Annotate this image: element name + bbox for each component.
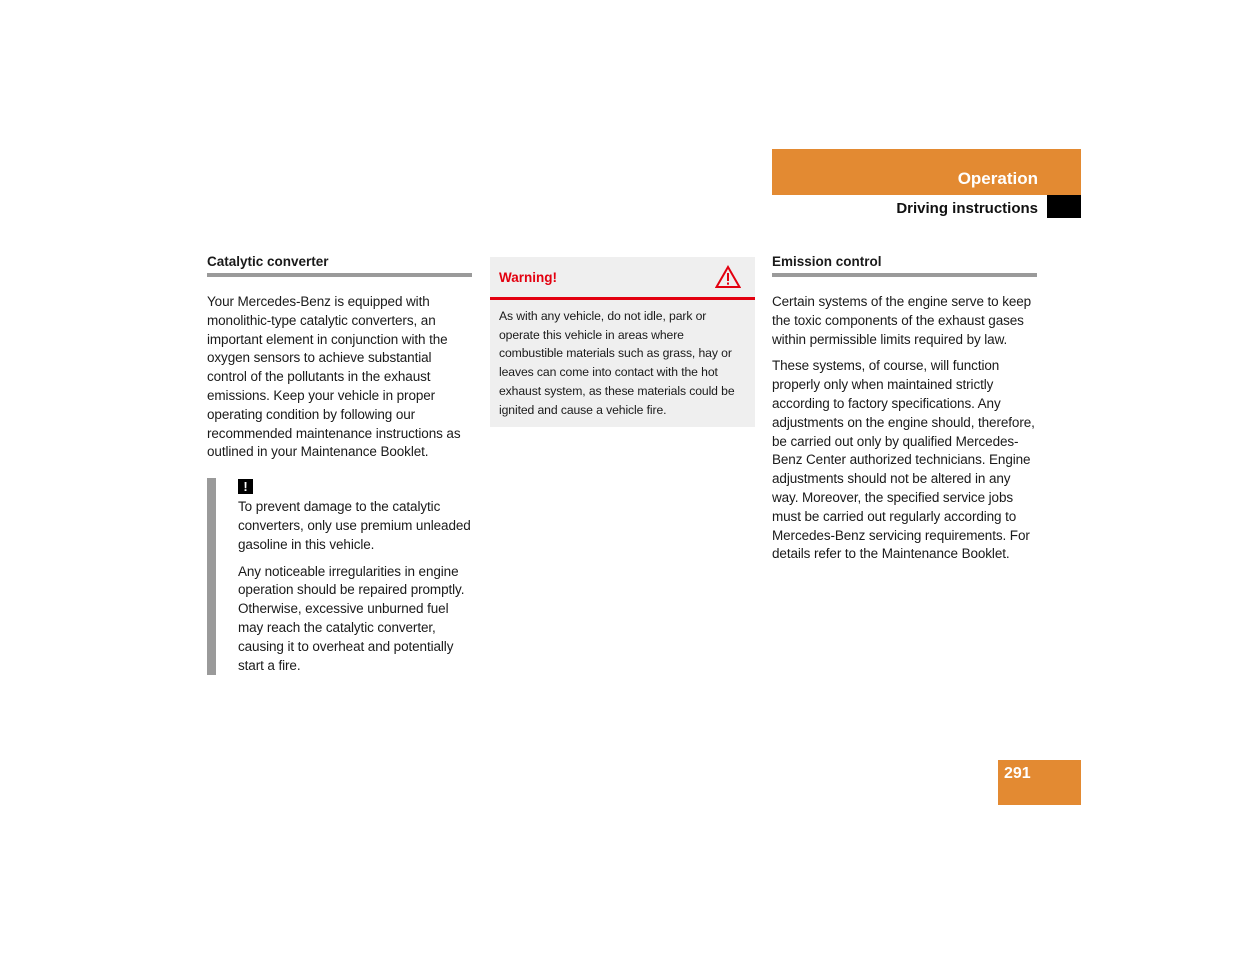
- section-title: Driving instructions: [896, 200, 1038, 217]
- chapter-header-bar: [772, 149, 1081, 195]
- emission-control-paragraph-2: These systems, of course, will function properly only when maintained strictly according to factory specifications. Any adjustments on the engine should, therefore, be carried out only by qualified Mercedes-Benz Center authorized technicians. Engine adjustments should not be altered in any way. Moreover, the specified service jobs must be carried out regularly according to Mercedes-Benz servicing requirements. For details refer to the Maintenance Booklet.: [772, 358, 1035, 562]
- notice-paragraph-fuel: To prevent damage to the catalytic converters, only use premium unleaded gasoline in this vehicle.: [238, 499, 471, 552]
- warning-triangle-icon: [715, 265, 741, 289]
- warning-column: [490, 257, 755, 427]
- notice-paragraph-irregularities: Any noticeable irregularities in engine operation should be repaired promptly. Otherwise, excessive unburned fuel may reach the catalytic converter, causing it to overheat and potentially start a fire.: [238, 563, 465, 673]
- chapter-title: Operation: [957, 169, 1038, 188]
- warning-text: As with any vehicle, do not idle, park or operate this vehicle in areas where combustible materials such as grass, hay or leaves can come into contact with the hot exhaust system, as these materials could be ignited and cause a vehicle fire.: [499, 309, 735, 417]
- emission-control-column: [772, 253, 1037, 572]
- warning-box: [490, 257, 755, 427]
- warning-label: Warning!: [499, 270, 557, 285]
- warning-header: [490, 257, 755, 300]
- emission-control-paragraph-1: Certain systems of the engine serve to keep the toxic components of the exhaust gases within permissible limits required by law.: [772, 294, 1032, 347]
- page-number-box: [998, 760, 1081, 805]
- section-marker-block: [1047, 195, 1081, 218]
- exclamation-icon: !: [238, 479, 253, 494]
- catalytic-converter-paragraph: Your Mercedes-Benz is equipped with monolithic-type catalytic converters, an important element in conjunction with the oxygen sensors to achieve substantial control of the pollutants in the exhaust emissions. Keep your vehicle in proper operating condition by following our recommended maintenance instructions as outlined in your Maintenance Booklet.: [207, 294, 461, 460]
- damage-notice: [207, 478, 472, 675]
- catalytic-converter-heading: Catalytic converter: [207, 253, 472, 277]
- catalytic-converter-column: [207, 253, 472, 679]
- emission-control-heading: Emission control: [772, 253, 1037, 277]
- page-number: 291: [1004, 765, 1031, 782]
